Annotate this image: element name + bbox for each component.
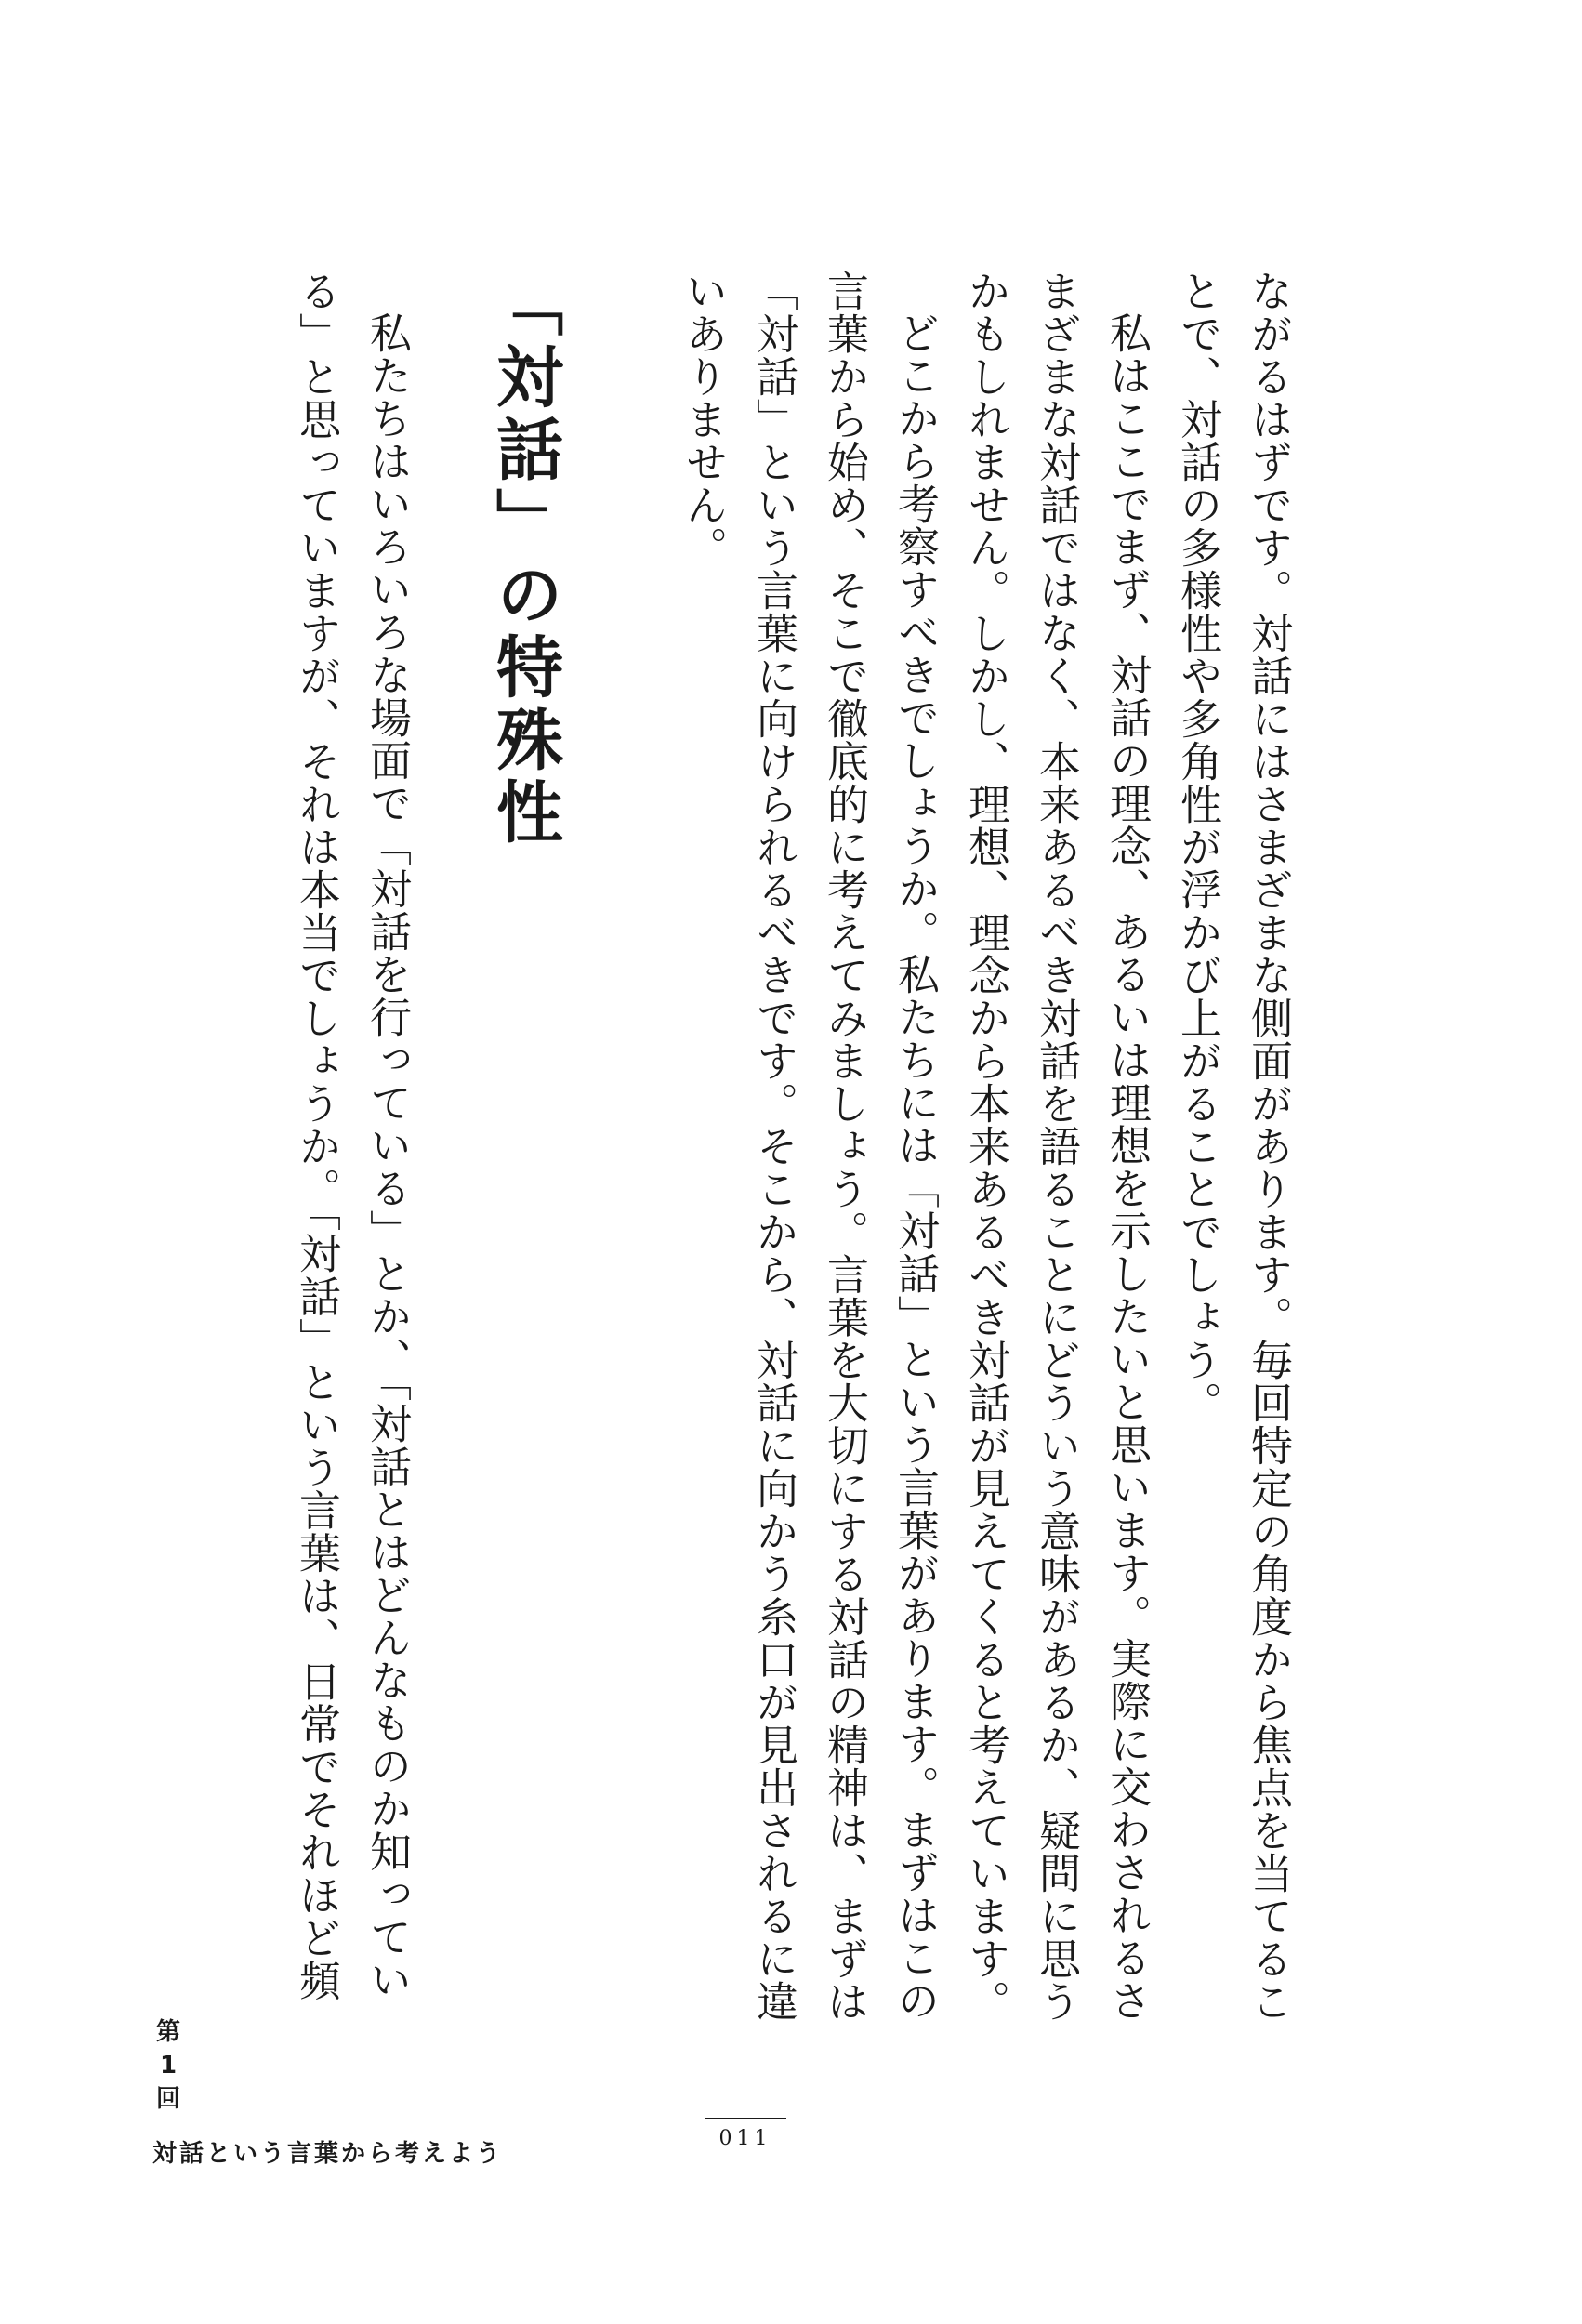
- vertical-text-body: [281, 270, 1303, 2023]
- text-column: 私はここでまず、対話の理念、あるいは理想を示したいと思います。実際に交わされるさ: [1102, 311, 1152, 2022]
- text-column: まざまな対話ではなく、本来あるべき対話を語ることにどういう意味があるか、疑問に思う: [1032, 270, 1081, 2023]
- chapter-number: 1: [159, 2052, 178, 2080]
- chapter-mark: [152, 2015, 184, 2116]
- text-column: いありません。: [679, 270, 728, 569]
- chapter-title: 対話という言葉から考えよう: [152, 2140, 504, 2168]
- chapter-suffix: 回: [155, 2085, 180, 2113]
- text-column: どこから考察すべきでしょうか。私たちには「対話」という言葉があります。まずはこの: [890, 311, 940, 2022]
- text-column: とで、対話の多様性や多角性が浮かび上がることでしょう。: [1173, 270, 1222, 1424]
- text-column: かもしれません。しかし、理想、理念から本来あるべき対話が見えてくると考えています。: [961, 270, 1010, 2023]
- section-spacer: [571, 270, 667, 2017]
- folio-rule: [705, 2118, 786, 2119]
- text-column: ながるはずです。対話にはさまざまな側面があります。毎回特定の角度から焦点を当てるこ: [1244, 270, 1293, 2023]
- section-spacer: [422, 270, 478, 2017]
- chapter-prefix: 第: [155, 2018, 180, 2046]
- section-heading: 「対話」の特殊性: [485, 270, 563, 850]
- text-column: る」と思っていますが、それは本当でしょうか。「対話」という言葉は、日常でそれほど頻: [292, 270, 341, 2002]
- text-column: 「対話」という言葉に向けられるべきです。そこから、対話に向かう糸口が見出されるに違: [749, 270, 798, 2023]
- text-column: 私たちはいろいろな場面で「対話を行っている」とか、「対話とはどんなものか知ってい: [363, 311, 412, 2001]
- page-number: 011: [718, 2127, 772, 2150]
- text-column: 言葉から始め、そこで徹底的に考えてみましょう。言葉を大切にする対話の精神は、まずは: [820, 270, 869, 2023]
